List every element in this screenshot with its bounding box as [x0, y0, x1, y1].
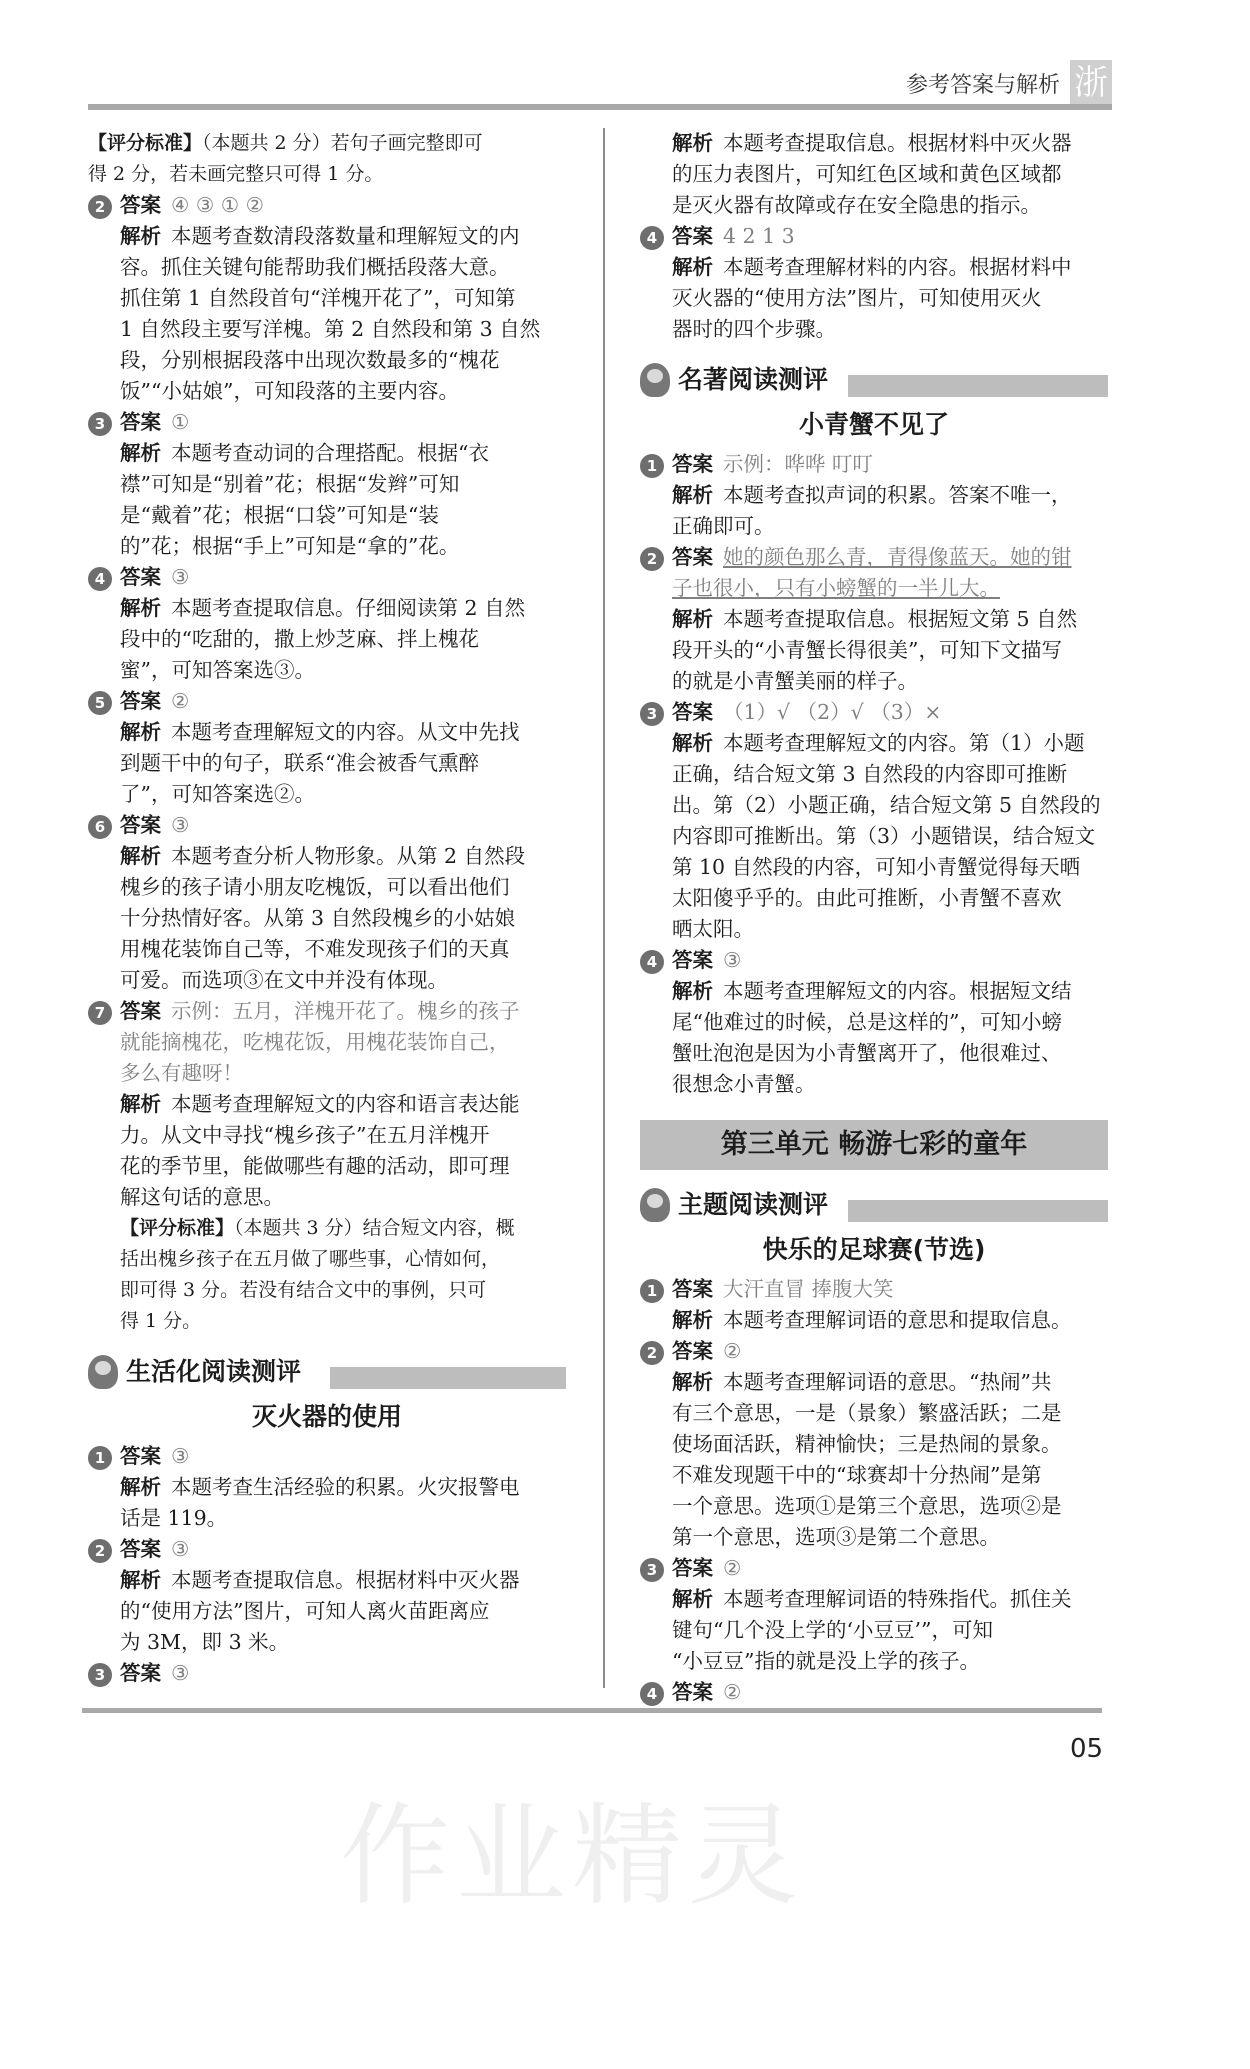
answer-text: 子也很小，只有小螃蟹的一半儿大。	[672, 576, 1000, 600]
passage-title: 快乐的足球赛(节选)	[762, 1235, 986, 1264]
analysis-label: 解析	[672, 255, 713, 279]
question-number: 7	[88, 1001, 112, 1025]
answer-label: 答案	[672, 545, 713, 569]
analysis-label: 解析	[120, 1568, 161, 1592]
analysis-label: 解析	[672, 1587, 713, 1611]
question-7: 7 答案 示例：五月，洋槐开花了。槐乡的孩子 就能摘槐花，吃槐花饭，用槐花装饰自己， 多么有趣呀！ 解析 本题考查理解短文的内容和语言表达能 力。从文中寻找“槐乡孩子”在五月洋槐开 花的季节里，能做哪些有趣的活动，即可理 解这句话的意思。	[88, 996, 566, 1213]
analysis-label: 解析	[672, 979, 713, 1003]
left-column	[88, 128, 566, 1689]
question-number: 3	[88, 412, 112, 436]
analysis-label: 解析	[120, 441, 161, 465]
analysis-label: 解析	[672, 731, 713, 755]
section-header-life-reading: 生活化阅读测评	[88, 1353, 566, 1393]
analysis-label: 解析	[120, 1092, 161, 1116]
question-number: 4	[88, 567, 112, 591]
answer-text: ②	[723, 1339, 742, 1363]
passage-title: 小青蟹不见了	[798, 410, 949, 439]
answer-label: 答案	[672, 1277, 713, 1301]
analysis-label: 解析	[120, 720, 161, 744]
answer-text: ③	[171, 1537, 190, 1561]
question-number: 4	[640, 1682, 664, 1706]
question-number: 4	[640, 950, 664, 974]
analysis-label: 解析	[120, 1475, 161, 1499]
analysis-label: 解析	[672, 131, 713, 155]
analysis-label: 解析	[672, 483, 713, 507]
question-2: 2 答案 ④ ③ ① ② 解析 本题考查数清段落数量和理解短文的内 容。抓住关键句能帮助我们概括段落大意。 抓住第 1 自然段首句“洋槐开花了”，可知第 1 自然段主要写洋槐。第 2 自然段和第 3 自然 段，分别根据段落中出现次数最多的“槐花 饭”“小姑娘”，可知段落的主要内容。	[88, 190, 566, 407]
question-number: 2	[640, 547, 664, 571]
analysis-label: 解析	[120, 224, 161, 248]
answer-text: 多么有趣呀！	[120, 1061, 243, 1085]
question-1: 1 答案 ③ 解析 本题考查生活经验的积累。火灾报警电 话是 119。	[88, 1441, 566, 1534]
answer-label: 答案	[120, 1661, 161, 1685]
question-1: 1 答案 示例：哗哗 叮叮 解析 本题考查拟声词的积累。答案不唯一， 正确即可。	[640, 449, 1108, 542]
section-header-theme-reading: 主题阅读测评	[640, 1186, 1108, 1226]
answer-text: ②	[171, 689, 190, 713]
question-number: 1	[640, 454, 664, 478]
section-header-classic-reading: 名著阅读测评	[640, 361, 1108, 401]
answer-label: 答案	[120, 410, 161, 434]
question-number: 1	[640, 1279, 664, 1303]
answer-label: 答案	[120, 689, 161, 713]
answer-text: ④ ③ ① ②	[171, 193, 265, 217]
question-number: 3	[88, 1663, 112, 1687]
scoring-standard: 【评分标准】（本题共 3 分）结合短文内容，概 括出槐乡孩子在五月做了哪些事，心情如何， 即可得 3 分。若没有结合文中的事例，只可 得 1 分。	[120, 1217, 515, 1332]
answer-text: 示例：五月，洋槐开花了。槐乡的孩子	[171, 999, 520, 1023]
answer-label: 答案	[120, 999, 161, 1023]
question-2: 2 答案 ③ 解析 本题考查提取信息。根据材料中灭火器 的“使用方法”图片，可知人离火苗距离应 为 3M，即 3 米。	[88, 1534, 566, 1658]
answer-text: ②	[723, 1680, 742, 1704]
answer-text: ③	[171, 1444, 190, 1468]
question-number: 2	[640, 1341, 664, 1365]
analysis-label: 解析	[672, 1370, 713, 1394]
question-number: 3	[640, 1558, 664, 1582]
question-number: 2	[88, 1539, 112, 1563]
section-bar	[330, 1367, 566, 1389]
reader-avatar-icon	[88, 1355, 118, 1389]
watermark: 作业精灵	[340, 1792, 804, 1920]
analysis-label: 解析	[672, 1308, 713, 1332]
answer-label: 答案	[120, 1537, 161, 1561]
answer-label: 答案	[120, 565, 161, 589]
question-number: 6	[88, 815, 112, 839]
passage-title: 灭火器的使用	[251, 1402, 402, 1431]
header-badge: 浙	[1070, 60, 1112, 106]
answer-text: 4 2 1 3	[723, 224, 795, 248]
scoring-standard: 【评分标准】（本题共 2 分）若句子画完整即可 得 2 分，若未画完整只可得 1 分。	[88, 132, 483, 185]
question-4: 4 答案 4 2 1 3 解析 本题考查理解材料的内容。根据材料中 灭火器的“使用方法”图片，可知使用灭火 器时的四个步骤。	[640, 221, 1108, 345]
question-4: 4 答案 ③ 解析 本题考查提取信息。仔细阅读第 2 自然 段中的“吃甜的，撒上炒芝麻、拌上槐花 蜜”，可知答案选③。	[88, 562, 566, 686]
answer-label: 答案	[672, 1339, 713, 1363]
answer-label: 答案	[120, 1444, 161, 1468]
question-4	[640, 1677, 1108, 1708]
question-number: 1	[88, 1446, 112, 1470]
answer-label: 答案	[672, 1680, 713, 1704]
question-number: 2	[88, 195, 112, 219]
answer-text: 她的颜色那么青，青得像蓝天。她的钳	[723, 545, 1072, 569]
header-rule	[88, 104, 1112, 110]
question-4: 4 答案 ③ 解析 本题考查理解短文的内容。根据短文结 尾“他难过的时候，总是这样的”，可知小螃 蟹吐泡泡是因为小青蟹离开了，他很难过、 很想念小青蟹。	[640, 945, 1108, 1100]
answer-text: 就能摘槐花，吃槐花饭，用槐花装饰自己，	[120, 1030, 510, 1054]
footer-rule	[82, 1708, 1102, 1713]
section-bar	[848, 375, 1108, 397]
answer-label: 答案	[120, 813, 161, 837]
reader-avatar-icon	[640, 1188, 670, 1222]
analysis-label: 解析	[120, 844, 161, 868]
question-3: 3 答案 ① 解析 本题考查动词的合理搭配。根据“衣 襟”可知是“别着”花；根据“发辫”可知 是“戴着”花；根据“口袋”可知是“装 的”花；根据“手上”可知是“拿的”花。	[88, 407, 566, 562]
answer-label: 答案	[672, 224, 713, 248]
question-3: 3 答案 ② 解析 本题考查理解词语的特殊指代。抓住关 键句“几个没上学的‘小豆豆’”，可知 “小豆豆”指的就是没上学的孩子。	[640, 1553, 1108, 1677]
answer-text: 示例：哗哗 叮叮	[723, 452, 874, 476]
question-2: 2 答案 她的颜色那么青，青得像蓝天。她的钳 子也很小，只有小螃蟹的一半儿大。 解析 本题考查提取信息。根据短文第 5 自然 段开头的“小青蟹长得很美”，可知下文描写 的就是小青蟹美丽的样子。	[640, 542, 1108, 697]
header-title: 参考答案与解析	[905, 73, 1060, 98]
column-divider	[603, 128, 605, 1688]
page-number: 05	[1070, 1734, 1104, 1764]
question-number: 3	[640, 702, 664, 726]
answer-text: （1）√ （2）√ （3）×	[723, 700, 942, 724]
answer-text: 大汗直冒 捧腹大笑	[723, 1277, 894, 1301]
answer-label: 答案	[120, 193, 161, 217]
question-number: 5	[88, 691, 112, 715]
answer-text: ②	[723, 1556, 742, 1580]
question-3: 3 答案 （1）√ （2）√ （3）× 解析 本题考查理解短文的内容。第（1）小题 正确，结合短文第 3 自然段的内容即可推断 出。第（2）小题正确，结合短文第 5 自然段的 内容即可推断出。第（3）小题错误，结合短文 第 10 自然段的内容，可知小青蟹觉得每天晒 太阳傻乎乎的。由此可推断，小青蟹不喜欢 晒太阳。	[640, 697, 1108, 945]
answer-text: ③	[723, 948, 742, 972]
question-6: 6 答案 ③ 解析 本题考查分析人物形象。从第 2 自然段 槐乡的孩子请小朋友吃槐饭，可以看出他们 十分热情好客。从第 3 自然段槐乡的小姑娘 用槐花装饰自己等，不难发现孩子们的天真 可爱。而选项③在文中并没有体现。	[88, 810, 566, 996]
analysis-label: 解析	[120, 596, 161, 620]
answer-text: ③	[171, 1661, 190, 1685]
answer-text: ③	[171, 565, 190, 589]
answer-label: 答案	[672, 1556, 713, 1580]
question-1: 1 答案 大汗直冒 捧腹大笑 解析 本题考查理解词语的意思和提取信息。	[640, 1274, 1108, 1336]
answer-label: 答案	[672, 452, 713, 476]
answer-label: 答案	[672, 700, 713, 724]
question-5: 5 答案 ② 解析 本题考查理解短文的内容。从文中先找 到题干中的句子，联系“准会被香气熏醉 了”，可知答案选②。	[88, 686, 566, 810]
question-number: 4	[640, 226, 664, 250]
analysis-label: 解析	[672, 607, 713, 631]
section-bar	[848, 1200, 1108, 1222]
right-column: 解析 本题考查提取信息。根据材料中灭火器 的压力表图片，可知红色区域和黄色区域都 是灭火器有故障或存在安全隐患的指示。 4 答案 4 2 1 3 解析 本题考查理解材料的内容。根据材料中 灭火器的“使用方法”图片，可知使用灭火 器时的四个步骤。 名著阅读测评 小青蟹不见了 1 答案 示例：哗哗 叮叮 解析 本题考查拟声词的积累。答案不唯一， 正确即可。 2 答案 她的颜色那么青，青得像蓝天。她的钳 子也很小，只有小螃蟹的一半儿大。 解析 本题考查提取信息。根据短文第 5 自然 段开头的“小青蟹长得很美”，可知下文描写 的就是小青蟹美丽的样子。 3 答案 （1）√ （2）√ （3）× 解析 本题考查理解短文的内容。第（1）小题 正确，结合短文第 3 自然段的内容即可推断 出。第（2）小题正确，结合短文第 5 自然段的 内容即可推断出。第（3）小题错误，结合短文 第 10 自然段的内容，可知小青蟹觉得每天晒 太阳傻乎乎的。由此可推断，小青蟹不喜欢 晒太阳。 4 答案 ③ 解析 本题考查理解短文的内容。根据短文结 尾“他难过的时候，总是这样的”，可知小螃 蟹吐泡泡是因为小青蟹离开了，他很难过、 很想念小青蟹。 第三单元 畅游七彩的童年 主题阅读测评 快乐的足球赛(节选) 1 答案 大汗直冒 捧腹大笑 解析 本题考查理解词语的意思和提取信息。 2 答案 ② 解析 本题考查理解词语的意思。“热闹”共 有三个意思，一是（景象）繁盛活跃；二是 使场面活跃，精神愉快；三是热闹的景象。 不难发现题干中的“球赛却十分热闹”是第 一个意思。选项①是第三个意思，选项②是 第一个意思，选项③是第二个意思。 3 答案 ② 解析 本题考查理解词语的特殊指代。抓住关 键句“几个没上学的‘小豆豆’”，可知 “小豆豆”指的就是没上学的孩子。 4 答案 ②	[640, 128, 1108, 1708]
answer-text: ③	[171, 813, 190, 837]
unit-banner: 第三单元 畅游七彩的童年	[640, 1120, 1108, 1170]
question-2: 2 答案 ② 解析 本题考查理解词语的意思。“热闹”共 有三个意思，一是（景象）繁盛活跃；二是 使场面活跃，精神愉快；三是热闹的景象。 不难发现题干中的“球赛却十分热闹”是第 一个意思。选项①是第三个意思，选项②是 第一个意思，选项③是第二个意思。	[640, 1336, 1108, 1553]
answer-label: 答案	[672, 948, 713, 972]
reader-avatar-icon	[640, 363, 670, 397]
answer-text: ①	[171, 410, 190, 434]
question-3	[88, 1658, 566, 1689]
